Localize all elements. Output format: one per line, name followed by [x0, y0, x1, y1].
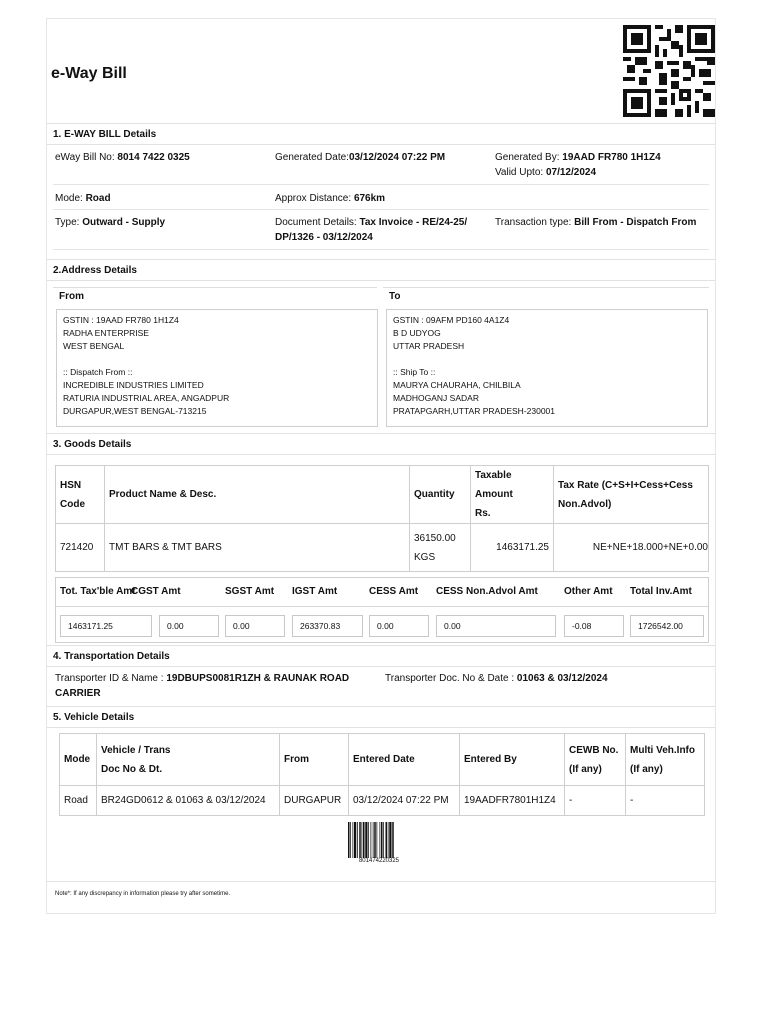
to-line: MADHOGANJ SADAR [393, 393, 479, 403]
barcode-bar [389, 822, 391, 858]
amt-label: CESS Amt [369, 586, 419, 597]
from-line: RATURIA INDUSTRIAL AREA, ANGADPUR [63, 393, 230, 403]
barcode-bar [357, 822, 358, 858]
tax-rate-header: Tax Rate (C+S+I+Cess+Cess Non.Advol) [554, 466, 709, 524]
to-heading: To [383, 287, 709, 305]
amt-label: Other Amt [564, 586, 613, 597]
from-line: INCREDIBLE INDUSTRIES LIMITED [63, 380, 204, 390]
from-line: WEST BENGAL [63, 341, 125, 351]
goods-row [56, 524, 709, 572]
eway-bill-no: eWay Bill No: 8014 7422 0325 [55, 152, 190, 163]
mode-cell: Road [60, 786, 97, 816]
eway-bill-page [46, 18, 716, 914]
product-header: Product Name & Desc. [105, 466, 410, 524]
multi-veh-cell: - [626, 786, 705, 816]
barcode-bar [353, 822, 354, 858]
transporter-id-name: Transporter ID & Name : 19DBUPS0081R1ZH & RAUNAK ROAD CARRIER [55, 673, 350, 699]
amt-label: CGST Amt [131, 586, 181, 597]
quantity-cell: 36150.00 KGS [410, 524, 471, 572]
product-cell: TMT BARS & TMT BARS [105, 524, 410, 572]
transporter-doc: Transporter Doc. No & Date : 01063 & 03/12/2024 [385, 673, 608, 684]
from-line: :: Dispatch From :: [63, 367, 133, 377]
other-amt: -0.08 [564, 615, 624, 637]
amt-label: Total Inv.Amt [630, 586, 692, 597]
vehicle-header-row [60, 734, 705, 786]
from-cell: DURGAPUR [280, 786, 349, 816]
to-address-box [386, 309, 708, 427]
amt-label: SGST Amt [225, 586, 275, 597]
barcode-bar [371, 822, 372, 858]
barcode [347, 822, 411, 858]
barcode-bar [354, 822, 356, 858]
from-address-box [56, 309, 378, 427]
goods-table [55, 465, 709, 572]
entered-by-header: Entered By [460, 734, 565, 786]
divider [53, 209, 709, 210]
barcode-bar [374, 822, 376, 858]
mode-header: Mode [60, 734, 97, 786]
entered-date-cell: 03/12/2024 07:22 PM [349, 786, 460, 816]
from-heading: From [53, 287, 377, 305]
section-transport-heading: 4. Transportation Details [47, 645, 715, 667]
quantity-header: Quantity [410, 466, 471, 524]
divider [53, 249, 709, 250]
transaction-type: Transaction type: Bill From - Dispatch From [495, 217, 697, 228]
qr-code [623, 25, 715, 117]
igst-amt: 263370.83 [292, 615, 363, 637]
divider [53, 184, 709, 185]
to-line: B D UDYOG [393, 328, 441, 338]
barcode-bar [363, 822, 365, 858]
document-details: Document Details: Tax Invoice - RE/24-25/ DP/1326 - 03/12/2024 [275, 217, 468, 243]
barcode-number: 801474220325 [358, 858, 400, 864]
footer-note: Note*: If any discrepancy in information please try after sometime. [55, 891, 231, 897]
amt-label: Tot. Tax'ble Amt [60, 586, 136, 597]
taxable-header: Taxable Amount Rs. [471, 466, 554, 524]
from-header: From [280, 734, 349, 786]
mode: Mode: Road [55, 193, 111, 204]
section-goods-heading: 3. Goods Details [47, 433, 715, 455]
barcode-bar [373, 822, 374, 858]
barcode-bar [365, 822, 367, 858]
cess-non-advol-amt: 0.00 [436, 615, 556, 637]
entered-date-header: Entered Date [349, 734, 460, 786]
tot-taxable-amt: 1463171.25 [60, 615, 152, 637]
vehicle-doc-header: Vehicle / Trans Doc No & Dt. [97, 734, 280, 786]
tax-rate-cell: NE+NE+18.000+NE+0.00 [554, 524, 709, 572]
sgst-amt: 0.00 [225, 615, 285, 637]
amt-label: IGST Amt [292, 586, 338, 597]
cgst-amt: 0.00 [159, 615, 219, 637]
barcode-bar [359, 822, 361, 858]
taxable-cell: 1463171.25 [471, 524, 554, 572]
from-line: DURGAPUR,WEST BENGAL-713215 [63, 406, 207, 416]
to-line: MAURYA CHAURAHA, CHILBILA [393, 380, 521, 390]
barcode-bar [383, 822, 384, 858]
cewb-cell: - [565, 786, 626, 816]
barcode-bar [380, 822, 381, 858]
hsn-header: HSN Code [56, 466, 105, 524]
to-line: GSTIN : 09AFM PD160 4A1Z4 [393, 315, 510, 325]
generated-date: Generated Date:03/12/2024 07:22 PM [275, 152, 446, 163]
barcode-bar [381, 822, 383, 858]
barcode-bar [388, 822, 389, 858]
from-line: RADHA ENTERPRISE [63, 328, 149, 338]
barcode-bar [386, 822, 388, 858]
vehicle-table [59, 733, 705, 816]
entered-by-cell: 19AADFR7801H1Z4 [460, 786, 565, 816]
barcode-bar [377, 822, 378, 858]
barcode-bar [362, 822, 363, 858]
total-inv-amt: 1726542.00 [630, 615, 704, 637]
to-line: PRATAPGARH,UTTAR PRADESH-230001 [393, 406, 556, 416]
amounts-panel [55, 577, 709, 643]
section-vehicle-heading: 5. Vehicle Details [47, 706, 715, 728]
vehicle-doc-cell: BR24GD0612 & 01063 & 03/12/2024 [97, 786, 280, 816]
vehicle-row [60, 786, 705, 816]
barcode-bar [368, 822, 369, 858]
page-title: e-Way Bill [51, 65, 127, 82]
goods-header-row [56, 466, 709, 524]
section-eway-details-heading: 1. E-WAY BILL Details [47, 123, 715, 145]
multi-veh-header: Multi Veh.Info (If any) [626, 734, 705, 786]
to-line: :: Ship To :: [393, 367, 436, 377]
section-address-heading: 2.Address Details [47, 259, 715, 281]
approx-distance: Approx Distance: 676km [275, 193, 386, 204]
to-line: UTTAR PRADESH [393, 341, 465, 351]
hsn-cell: 721420 [56, 524, 105, 572]
cewb-header: CEWB No. (If any) [565, 734, 626, 786]
amt-label: CESS Non.Advol Amt [436, 586, 538, 597]
generated-by: Generated By: 19AAD FR780 1H1Z4 Valid Upto: 07/12/2024 [495, 152, 661, 178]
barcode-bar [392, 822, 394, 858]
from-line: GSTIN : 19AAD FR780 1H1Z4 [63, 315, 179, 325]
cess-amt: 0.00 [369, 615, 429, 637]
barcode-bar [350, 822, 351, 858]
barcode-bar [348, 822, 350, 858]
type: Type: Outward - Supply [55, 217, 166, 228]
